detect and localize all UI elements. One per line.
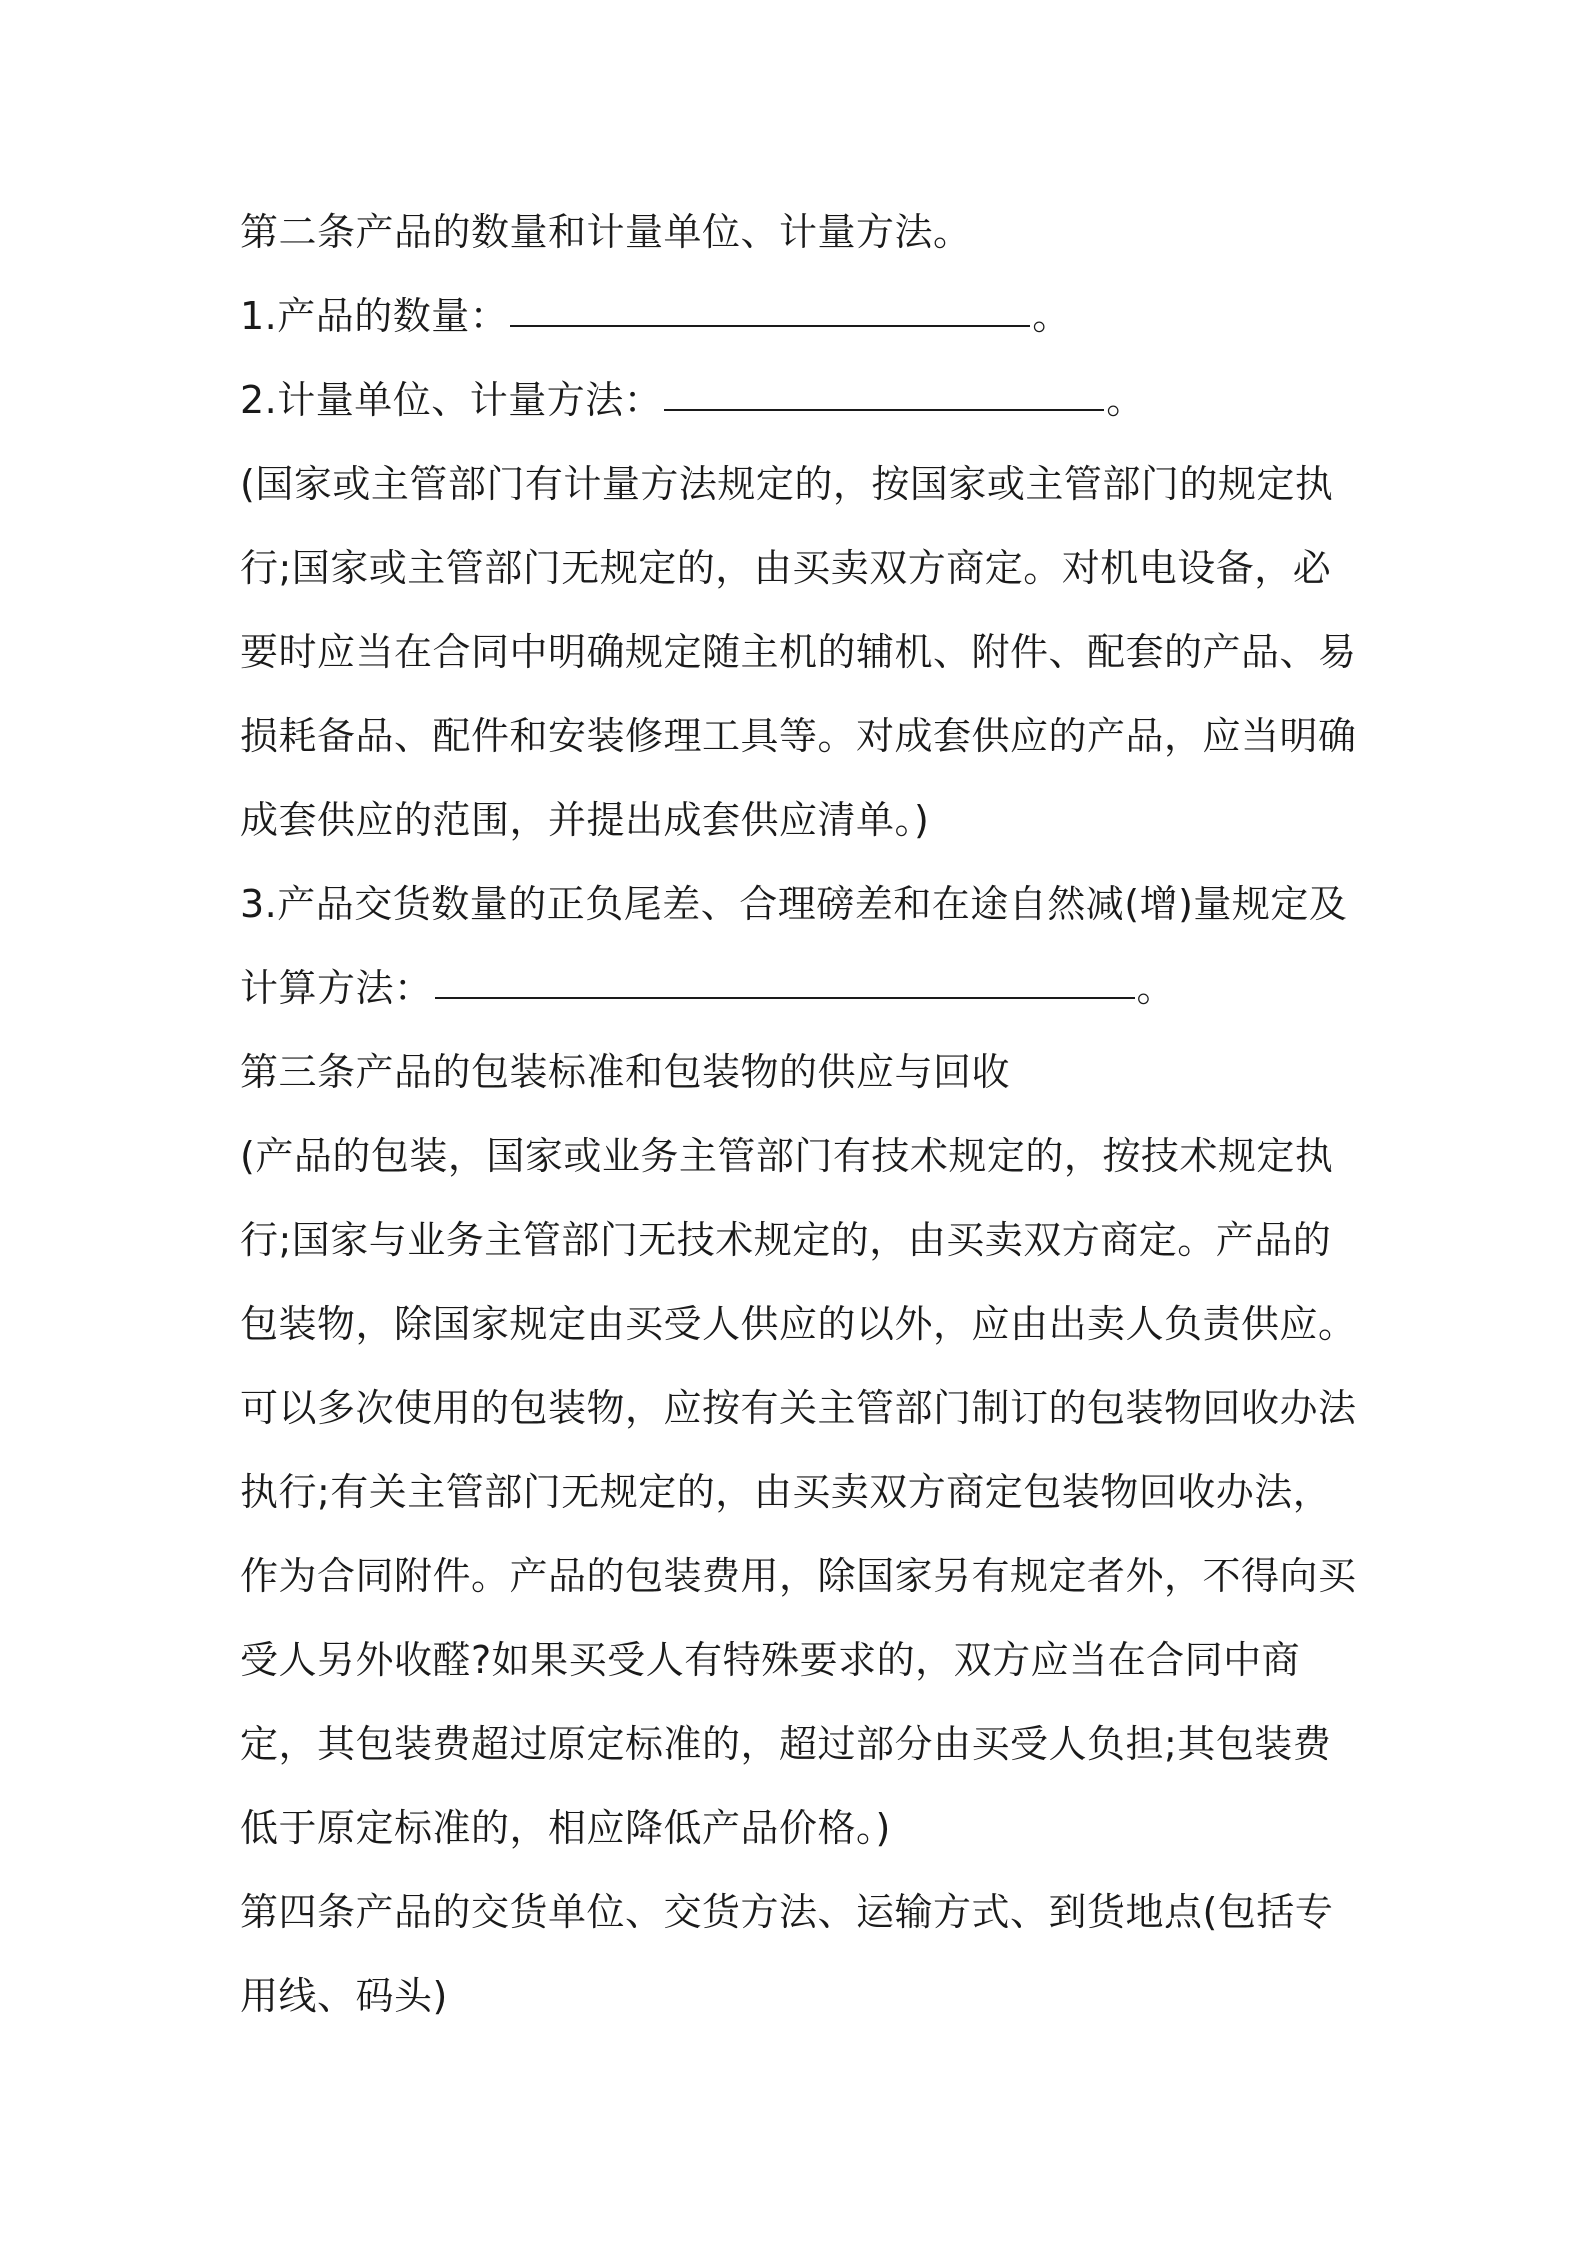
unit-method-blank-line [664,409,1104,411]
item-3-label: 3.产品交货数量的正负尾差、合理磅差和在途自然减(增)量规定及计算方法： [240,882,1348,1010]
document-body [240,190,1360,2038]
item-3-end: 。 [1136,966,1176,1010]
article-3-heading: 第三条产品的包装标准和包装物的供应与回收 [240,1050,1011,1094]
item-2-unit-method [240,358,1360,442]
item-1-label: 1.产品的数量： [240,294,509,338]
article-2-note: (国家或主管部门有计量方法规定的，按国家或主管部门的规定执行;国家或主管部门无规定的，由买卖双方商定。对机电设备，必要时应当在合同中明确规定随主机的辅机、附件、配套的产品、易损耗备品、配件和安装修理工具等。对成套供应的产品，应当明确成套供应的范围，并提出成套供应清单。) [240,462,1357,842]
quantity-blank-line [510,325,1030,327]
article-4-heading: 第四条产品的交货单位、交货方法、运输方式、到货地点(包括专用线、码头) [240,1890,1334,2018]
article-2-heading: 第二条产品的数量和计量单位、计量方法。 [240,210,972,254]
article-3-note: (产品的包装，国家或业务主管部门有技术规定的，按技术规定执行;国家与业务主管部门无技术规定的，由买卖双方商定。产品的包装物，除国家规定由买受人供应的以外，应由出卖人负责供应。可以多次使用的包装物，应按有关主管部门制订的包装物回收办法执行;有关主管部门无规定的，由买卖双方商定包装物回收办法，作为合同附件。产品的包装费用，除国家另有规定者外，不得向买受人另外收醛?如果买受人有特殊要求的，双方应当在合同中商定，其包装费超过原定标准的，超过部分由买受人负担;其包装费低于原定标准的，相应降低产品价格。) [240,1134,1357,1850]
item-2-label: 2.计量单位、计量方法： [240,378,663,422]
item-1-quantity [240,274,1360,358]
item-1-end: 。 [1032,294,1071,338]
item-3-tolerance [240,862,1360,1030]
item-2-end: 。 [1106,378,1145,422]
tolerance-blank-line [435,997,1135,999]
